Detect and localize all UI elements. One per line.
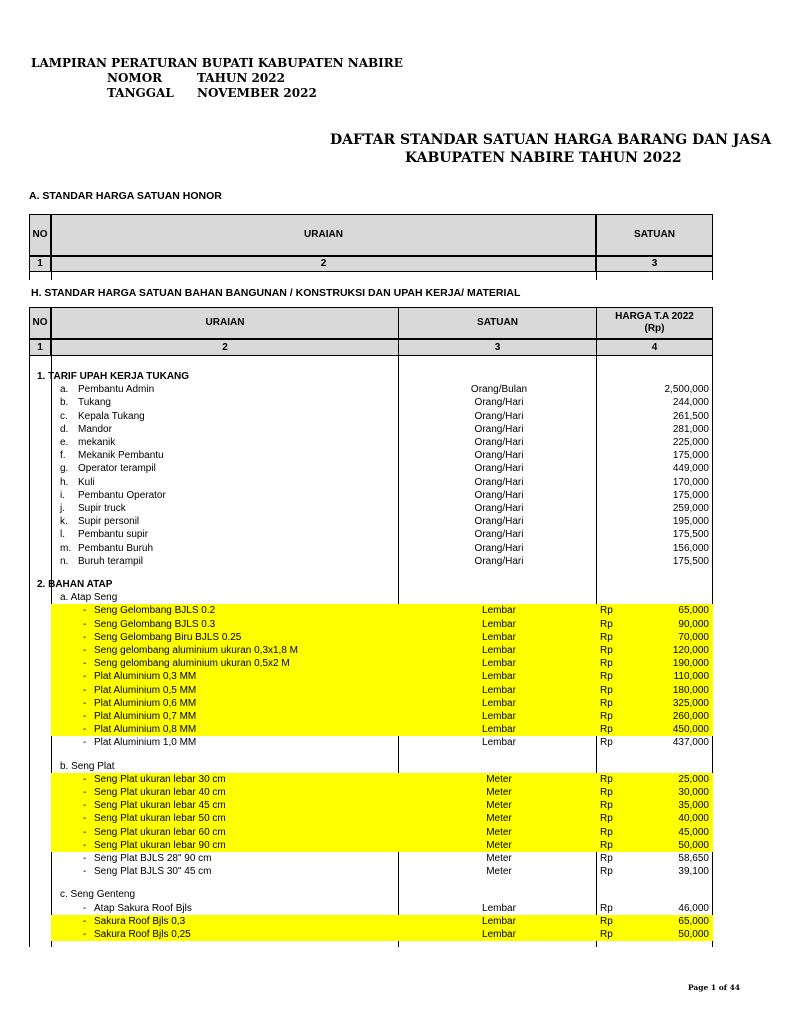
item-letter: l.: [60, 529, 65, 541]
table-row: [29, 773, 713, 786]
item-price: 261,500: [672, 410, 709, 422]
currency-label: Rp: [600, 853, 613, 864]
col-uraian-a: URAIAN: [304, 229, 343, 240]
item-letter: m.: [60, 542, 72, 554]
item-description: Operator terampil: [78, 463, 156, 475]
num-4-h: 4: [651, 342, 658, 353]
currency-label: Rp: [600, 787, 613, 798]
dash-bullet: -: [83, 826, 87, 838]
item-price: 260,000: [672, 711, 709, 722]
item-price: 46,000: [678, 902, 709, 914]
dash-bullet: -: [83, 787, 87, 798]
num-2-h: 2: [222, 342, 228, 353]
table-row: [29, 786, 713, 799]
item-price: 58,650: [678, 853, 709, 864]
dash-bullet: -: [83, 605, 87, 617]
item-unit: Orang/Hari: [474, 503, 524, 514]
dash-bullet: -: [83, 645, 87, 656]
item-description: Pembantu Operator: [78, 489, 166, 501]
item-unit: Orang/Bulan: [470, 384, 528, 396]
num-3-a: 3: [651, 258, 658, 269]
item-description: Pembantu Buruh: [78, 542, 154, 554]
table-row: [29, 410, 713, 423]
currency-label: Rp: [600, 711, 613, 722]
currency-label: Rp: [600, 658, 613, 670]
col-no-a: NO: [32, 229, 48, 240]
item-description: Plat Aluminium 0,5 MM: [94, 684, 197, 696]
item-description: Tukang: [78, 397, 111, 409]
item-price: 50,000: [678, 839, 709, 851]
item-unit: Orang/Hari: [474, 516, 524, 528]
currency-label: Rp: [600, 929, 613, 940]
item-unit: Orang/Hari: [474, 529, 524, 541]
subcategory-heading: a. Atap Seng: [60, 592, 118, 604]
item-price: 437,000: [672, 737, 709, 749]
currency-label: Rp: [600, 737, 613, 749]
item-price: 120,000: [672, 645, 709, 656]
table-row: [29, 723, 713, 736]
num-1-a: 1: [37, 258, 43, 269]
currency-label: Rp: [600, 866, 613, 878]
item-price: 195,000: [672, 516, 709, 528]
item-unit: Lembar: [482, 645, 516, 656]
item-price: 281,000: [672, 423, 709, 435]
item-unit: Lembar: [482, 724, 516, 736]
table-row: [29, 631, 713, 644]
table-row: [29, 555, 713, 568]
item-description: Buruh terampil: [78, 555, 144, 567]
item-price: 39,100: [678, 866, 709, 878]
dash-bullet: -: [83, 618, 87, 630]
item-description: Seng Gelombang Biru BJLS 0.25: [94, 631, 242, 643]
table-row: [29, 915, 713, 928]
num-3-h: 3: [494, 342, 501, 353]
currency-label: Rp: [600, 826, 613, 838]
item-unit: Lembar: [482, 737, 516, 749]
item-unit: Meter: [486, 826, 512, 838]
currency-label: Rp: [600, 671, 613, 683]
table-row: [29, 812, 713, 825]
item-description: Plat Aluminium 0,8 MM: [94, 724, 197, 736]
item-unit: Orang/Hari: [474, 397, 524, 409]
table-row: [29, 489, 713, 502]
dash-bullet: -: [83, 711, 87, 722]
item-letter: c.: [60, 410, 68, 422]
item-unit: Orang/Hari: [474, 410, 524, 422]
item-unit: Meter: [486, 773, 512, 785]
item-description: mekanik: [78, 437, 116, 448]
item-unit: Orang/Hari: [474, 437, 524, 448]
item-description: Seng Plat ukuran lebar 90 cm: [94, 839, 226, 851]
item-unit: Orang/Hari: [474, 555, 524, 567]
table-row: [29, 644, 713, 657]
dash-bullet: -: [83, 773, 87, 785]
item-unit: Meter: [486, 787, 512, 798]
item-unit: Lembar: [482, 711, 516, 722]
item-description: Plat Aluminium 1,0 MM: [94, 737, 197, 749]
table-row: [29, 449, 713, 462]
col-satuan-a: SATUAN: [634, 229, 675, 240]
table-row: [29, 902, 713, 915]
item-price: 175,500: [672, 529, 709, 541]
tanggal-value: NOVEMBER 2022: [197, 86, 317, 100]
item-description: Kepala Tukang: [78, 410, 145, 422]
document-title-line1: DAFTAR STANDAR SATUAN HARGA BARANG DAN JASA: [330, 132, 772, 148]
item-price: 110,000: [673, 671, 709, 683]
item-unit: Lembar: [482, 631, 516, 643]
dash-bullet: -: [83, 800, 87, 812]
item-letter: n.: [60, 555, 69, 567]
table-row: [29, 423, 713, 436]
item-price: 30,000: [678, 787, 709, 798]
currency-label: Rp: [600, 724, 613, 736]
item-letter: d.: [60, 423, 69, 435]
table-row: [29, 839, 713, 852]
dash-bullet: -: [83, 724, 87, 736]
item-price: 225,000: [672, 437, 709, 448]
table-row: [29, 826, 713, 839]
item-price: 180,000: [672, 684, 709, 696]
page-number: Page 1 of 44: [687, 983, 740, 992]
item-description: Seng Plat ukuran lebar 40 cm: [94, 787, 226, 798]
table-row: [29, 928, 713, 941]
currency-label: Rp: [600, 645, 613, 656]
item-unit: Orang/Hari: [474, 542, 524, 554]
subcategory-heading: c. Seng Genteng: [60, 889, 136, 901]
col-harga-h-line2: (Rp): [644, 323, 665, 334]
item-description: Seng gelombang aluminium ukuran 0,5x2 M: [94, 658, 290, 670]
dash-bullet: -: [83, 929, 87, 940]
table-row: [29, 888, 713, 901]
table-row: [29, 476, 713, 489]
table-row: [29, 604, 713, 617]
item-price: 35,000: [678, 800, 709, 812]
document-title-line2: KABUPATEN NABIRE TAHUN 2022: [405, 150, 682, 166]
item-price: 170,000: [672, 476, 709, 488]
item-letter: e.: [60, 437, 69, 448]
table-row: [29, 760, 713, 773]
dash-bullet: -: [83, 631, 87, 643]
item-unit: Lembar: [482, 684, 516, 696]
item-unit: Meter: [486, 839, 512, 851]
item-price: 40,000: [678, 813, 709, 825]
num-2-a: 2: [320, 258, 327, 269]
table-row: [29, 436, 713, 449]
item-letter: j.: [60, 503, 65, 514]
item-unit: Orang/Hari: [474, 450, 524, 462]
table-row: [29, 528, 713, 541]
num-1-h: 1: [37, 342, 43, 353]
item-price: 45,000: [678, 826, 709, 838]
item-description: Mekanik Pembantu: [78, 450, 164, 462]
dash-bullet: -: [83, 684, 87, 696]
dash-bullet: -: [83, 915, 87, 927]
item-unit: Lembar: [482, 929, 516, 940]
item-description: Seng Plat ukuran lebar 30 cm: [94, 773, 226, 785]
dash-bullet: -: [83, 658, 87, 670]
item-price: 65,000: [678, 605, 709, 617]
currency-label: Rp: [600, 631, 613, 643]
table-row: [29, 710, 713, 723]
item-letter: b.: [60, 397, 69, 409]
item-letter: k.: [60, 516, 68, 528]
table-row: [29, 697, 713, 710]
currency-label: Rp: [600, 773, 613, 785]
item-unit: Lembar: [482, 902, 516, 914]
table-row: [29, 670, 713, 683]
table-row: [29, 684, 713, 697]
item-description: Atap Sakura Roof Bjls: [94, 902, 192, 914]
item-unit: Orang/Hari: [474, 463, 524, 475]
item-description: Seng Gelombang BJLS 0.3: [94, 618, 216, 630]
currency-label: Rp: [600, 915, 613, 927]
item-unit: Meter: [486, 866, 512, 878]
table-row: [29, 542, 713, 555]
table-row: [29, 736, 713, 749]
item-price: 156,000: [672, 542, 709, 554]
dash-bullet: -: [83, 853, 87, 864]
item-unit: Meter: [486, 813, 512, 825]
item-price: 449,000: [672, 463, 709, 475]
item-price: 2,500,000: [664, 384, 709, 396]
tanggal-label: TANGGAL: [107, 86, 174, 100]
item-price: 70,000: [678, 631, 709, 643]
table-row: [29, 618, 713, 631]
section-h-heading: H. STANDAR HARGA SATUAN BAHAN BANGUNAN / KONSTRUKSI DAN UPAH KERJA/ MATERIAL: [31, 287, 521, 299]
item-unit: Lembar: [482, 915, 516, 927]
currency-label: Rp: [600, 800, 613, 812]
item-price: 325,000: [672, 697, 709, 709]
item-letter: a.: [60, 384, 69, 396]
item-price: 50,000: [678, 929, 709, 940]
col-no-h: NO: [32, 317, 48, 328]
table-row: [29, 383, 713, 396]
item-price: 450,000: [672, 724, 709, 736]
table-row: [29, 657, 713, 670]
currency-label: Rp: [600, 813, 613, 825]
table-row: [29, 396, 713, 409]
item-price: 244,000: [672, 397, 709, 409]
col-uraian-h: URAIAN: [205, 317, 245, 328]
item-letter: f.: [60, 450, 66, 462]
item-description: Pembantu Admin: [78, 384, 155, 396]
item-price: 25,000: [678, 773, 709, 785]
category-heading: 1. TARIF UPAH KERJA TUKANG: [37, 371, 190, 382]
item-description: Supir truck: [78, 503, 126, 514]
currency-label: Rp: [600, 684, 613, 696]
item-price: 259,000: [672, 503, 709, 514]
item-letter: h.: [60, 476, 69, 488]
currency-label: Rp: [600, 618, 613, 630]
table-row: [29, 578, 713, 591]
table-row: [29, 462, 713, 475]
dash-bullet: -: [83, 737, 87, 749]
table-row: [29, 370, 713, 383]
header-line1: LAMPIRAN PERATURAN BUPATI KABUPATEN NABIRE: [31, 56, 403, 70]
item-price: 190,000: [672, 658, 709, 670]
table-row: [29, 799, 713, 812]
item-description: Plat Aluminium 0,6 MM: [94, 697, 197, 709]
item-unit: Orang/Hari: [474, 476, 524, 488]
item-description: Supir personil: [78, 516, 140, 528]
item-unit: Lembar: [482, 671, 516, 683]
table-row: [29, 865, 713, 878]
item-unit: Lembar: [482, 618, 516, 630]
item-unit: Lembar: [482, 605, 516, 617]
item-price: 175,500: [672, 555, 709, 567]
dash-bullet: -: [83, 902, 87, 914]
col-harga-h-line1: HARGA T.A 2022: [615, 311, 694, 322]
table-row: [29, 852, 713, 865]
item-description: Plat Aluminium 0,3 MM: [94, 671, 197, 683]
dash-bullet: -: [83, 813, 87, 825]
nomor-value: TAHUN 2022: [197, 71, 285, 85]
section-a-heading: A. STANDAR HARGA SATUAN HONOR: [29, 190, 222, 202]
item-description: Sakura Roof Bjls 0,25: [94, 929, 191, 940]
item-description: Seng Plat ukuran lebar 60 cm: [94, 826, 226, 838]
subcategory-heading: b. Seng Plat: [60, 760, 115, 772]
currency-label: Rp: [600, 605, 613, 617]
item-price: 175,000: [672, 489, 709, 501]
col-satuan-h: SATUAN: [477, 317, 518, 328]
table-row: [29, 502, 713, 515]
item-price: 65,000: [678, 915, 709, 927]
item-unit: Meter: [486, 853, 512, 864]
item-unit: Lembar: [482, 697, 516, 709]
item-unit: Orang/Hari: [474, 489, 524, 501]
dash-bullet: -: [83, 697, 87, 709]
item-description: Seng Plat BJLS 30" 45 cm: [94, 866, 212, 878]
item-price: 175,000: [672, 450, 709, 462]
table-row: [29, 515, 713, 528]
item-description: Seng Plat BJLS 28" 90 cm: [94, 853, 212, 864]
item-description: Kuli: [78, 476, 95, 488]
item-description: Seng Plat ukuran lebar 45 cm: [94, 800, 226, 812]
item-description: Sakura Roof Bjls 0,3: [94, 915, 186, 927]
item-unit: Lembar: [482, 658, 516, 670]
nomor-label: NOMOR: [107, 71, 163, 85]
item-unit: Orang/Hari: [474, 423, 524, 435]
item-description: Seng Plat ukuran lebar 50 cm: [94, 813, 226, 825]
item-unit: Meter: [486, 800, 512, 812]
category-heading: 2. BAHAN ATAP: [37, 579, 113, 590]
item-description: Mandor: [78, 423, 112, 435]
dash-bullet: -: [83, 671, 87, 683]
item-price: 90,000: [678, 618, 709, 630]
item-description: Seng gelombang aluminium ukuran 0,3x1,8 M: [94, 645, 299, 656]
currency-label: Rp: [600, 839, 613, 851]
item-description: Pembantu supir: [78, 529, 149, 541]
dash-bullet: -: [83, 866, 87, 878]
currency-label: Rp: [600, 697, 613, 709]
item-description: Seng Gelombang BJLS 0.2: [94, 605, 216, 617]
item-description: Plat Aluminium 0,7 MM: [94, 711, 197, 722]
currency-label: Rp: [600, 902, 613, 914]
dash-bullet: -: [83, 839, 87, 851]
table-row: [29, 591, 713, 604]
item-letter: i.: [60, 489, 65, 501]
item-letter: g.: [60, 463, 69, 475]
